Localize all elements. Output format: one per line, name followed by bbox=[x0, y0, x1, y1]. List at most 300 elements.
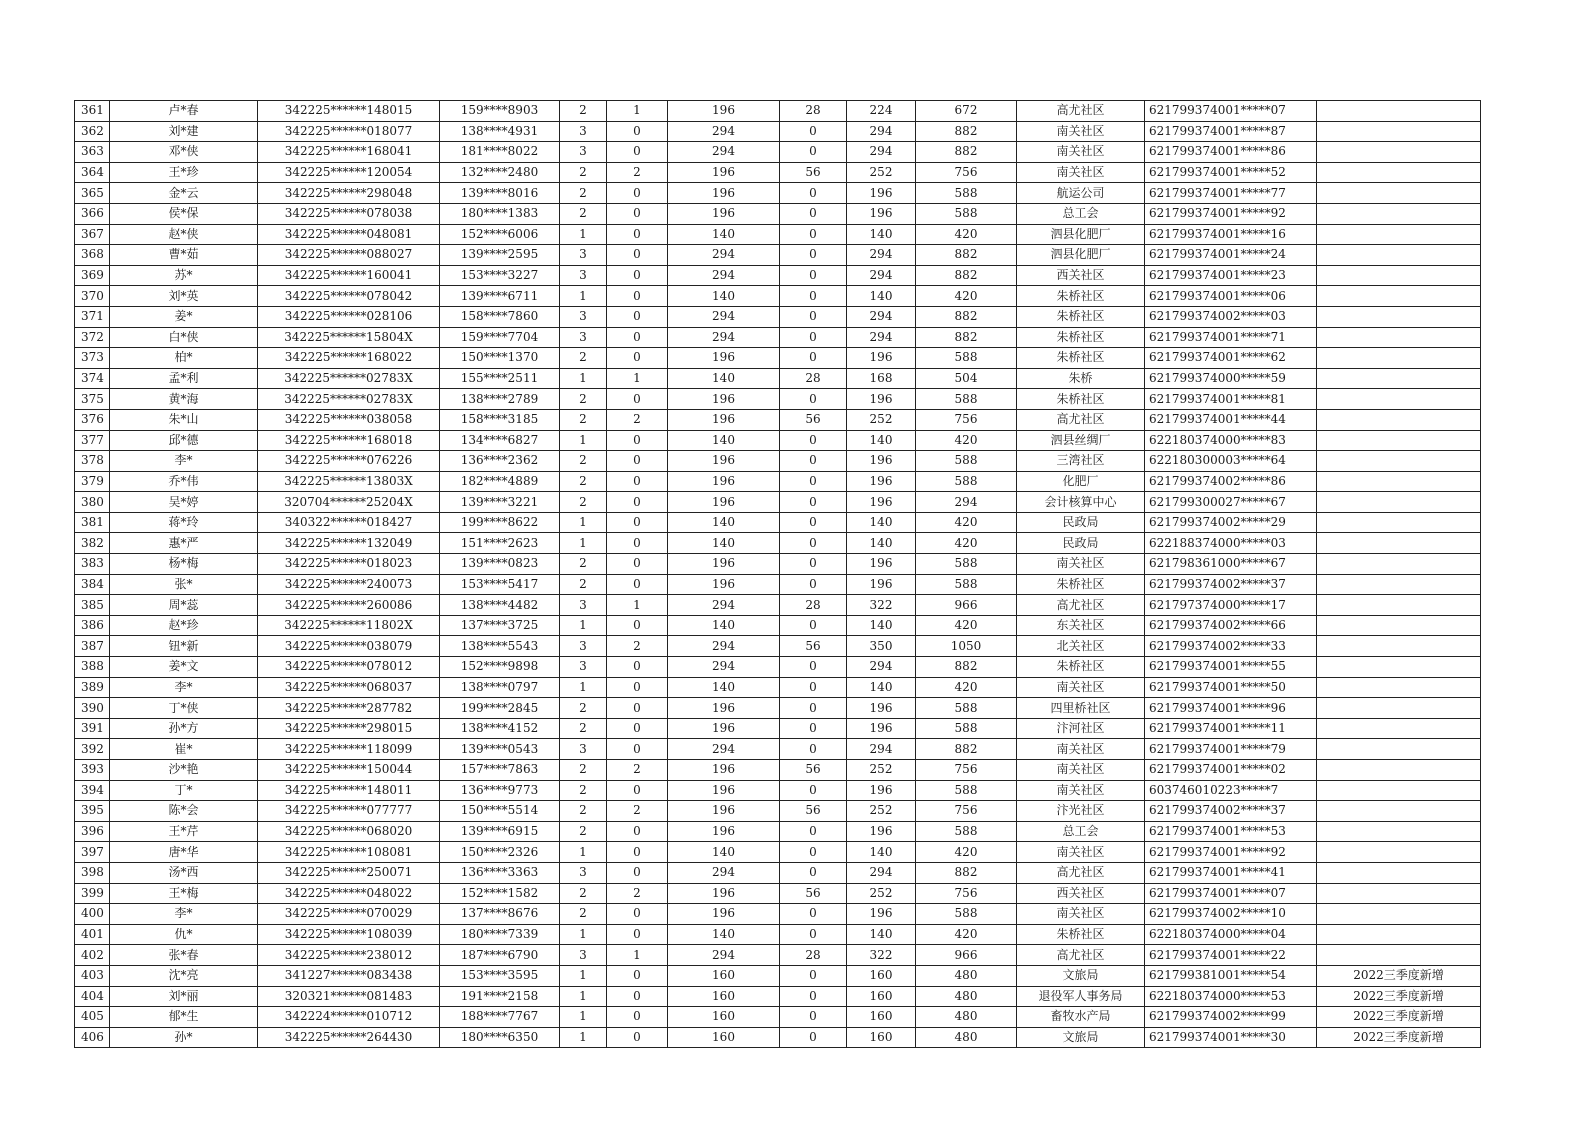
unit-cell: 南关社区 bbox=[1017, 162, 1145, 183]
id-number-cell: 342225******148015 bbox=[258, 101, 440, 122]
seq-cell: 377 bbox=[75, 430, 110, 451]
id-number-cell: 342225******108081 bbox=[258, 842, 440, 863]
extra-amount-cell: 0 bbox=[780, 389, 847, 410]
seq-cell: 361 bbox=[75, 101, 110, 122]
unit-cell: 高尤社区 bbox=[1017, 862, 1145, 883]
quarter-total-cell: 882 bbox=[916, 245, 1017, 266]
seq-cell: 367 bbox=[75, 224, 110, 245]
household-count-cell: 1 bbox=[560, 430, 607, 451]
unit-cell: 南关社区 bbox=[1017, 760, 1145, 781]
household-count-cell: 3 bbox=[560, 306, 607, 327]
table-row bbox=[75, 862, 1481, 883]
extra-count-cell: 0 bbox=[607, 986, 668, 1007]
extra-amount-cell: 56 bbox=[780, 162, 847, 183]
quarter-total-cell: 420 bbox=[916, 615, 1017, 636]
extra-amount-cell: 0 bbox=[780, 471, 847, 492]
monthly-total-cell: 196 bbox=[847, 203, 916, 224]
monthly-total-cell: 322 bbox=[847, 595, 916, 616]
id-number-cell: 342225******02783X bbox=[258, 368, 440, 389]
household-count-cell: 3 bbox=[560, 142, 607, 163]
base-amount-cell: 294 bbox=[668, 636, 780, 657]
extra-count-cell: 0 bbox=[607, 1007, 668, 1028]
base-amount-cell: 140 bbox=[668, 430, 780, 451]
seq-cell: 370 bbox=[75, 286, 110, 307]
name-cell: 惠*严 bbox=[110, 533, 258, 554]
name-cell: 赵*珍 bbox=[110, 615, 258, 636]
remark-cell bbox=[1317, 245, 1481, 266]
extra-count-cell: 0 bbox=[607, 451, 668, 472]
name-cell: 张*春 bbox=[110, 945, 258, 966]
table-row bbox=[75, 1027, 1481, 1048]
seq-cell: 388 bbox=[75, 657, 110, 678]
table-row bbox=[75, 162, 1481, 183]
phone-cell: 155****2511 bbox=[440, 368, 560, 389]
phone-cell: 152****6006 bbox=[440, 224, 560, 245]
name-cell: 孙*方 bbox=[110, 718, 258, 739]
remark-cell bbox=[1317, 142, 1481, 163]
name-cell: 朱*山 bbox=[110, 409, 258, 430]
quarter-total-cell: 588 bbox=[916, 718, 1017, 739]
base-amount-cell: 294 bbox=[668, 142, 780, 163]
extra-count-cell: 0 bbox=[607, 492, 668, 513]
id-number-cell: 342225******018077 bbox=[258, 121, 440, 142]
table-row bbox=[75, 718, 1481, 739]
remark-cell bbox=[1317, 327, 1481, 348]
quarter-total-cell: 588 bbox=[916, 451, 1017, 472]
name-cell: 郁*生 bbox=[110, 1007, 258, 1028]
bank-account-cell: 621799374000*****59 bbox=[1145, 368, 1317, 389]
name-cell: 丁*侠 bbox=[110, 698, 258, 719]
seq-cell: 399 bbox=[75, 883, 110, 904]
id-number-cell: 342225******048022 bbox=[258, 883, 440, 904]
unit-cell: 泗县丝绸厂 bbox=[1017, 430, 1145, 451]
phone-cell: 136****9773 bbox=[440, 780, 560, 801]
remark-cell bbox=[1317, 554, 1481, 575]
bank-account-cell: 621799374001*****24 bbox=[1145, 245, 1317, 266]
bank-account-cell: 621799374001*****02 bbox=[1145, 760, 1317, 781]
table-row bbox=[75, 121, 1481, 142]
unit-cell: 高尤社区 bbox=[1017, 595, 1145, 616]
remark-cell bbox=[1317, 512, 1481, 533]
extra-count-cell: 0 bbox=[607, 533, 668, 554]
id-number-cell: 342225******13803X bbox=[258, 471, 440, 492]
seq-cell: 394 bbox=[75, 780, 110, 801]
remark-cell: 2022三季度新增 bbox=[1317, 986, 1481, 1007]
monthly-total-cell: 140 bbox=[847, 615, 916, 636]
quarter-total-cell: 882 bbox=[916, 327, 1017, 348]
seq-cell: 391 bbox=[75, 718, 110, 739]
base-amount-cell: 140 bbox=[668, 512, 780, 533]
quarter-total-cell: 588 bbox=[916, 698, 1017, 719]
household-count-cell: 1 bbox=[560, 1027, 607, 1048]
seq-cell: 401 bbox=[75, 924, 110, 945]
unit-cell: 西关社区 bbox=[1017, 265, 1145, 286]
monthly-total-cell: 140 bbox=[847, 677, 916, 698]
remark-cell bbox=[1317, 718, 1481, 739]
extra-count-cell: 0 bbox=[607, 224, 668, 245]
remark-cell bbox=[1317, 471, 1481, 492]
unit-cell: 汴河社区 bbox=[1017, 718, 1145, 739]
phone-cell: 158****3185 bbox=[440, 409, 560, 430]
quarter-total-cell: 588 bbox=[916, 389, 1017, 410]
household-count-cell: 2 bbox=[560, 883, 607, 904]
extra-count-cell: 1 bbox=[607, 945, 668, 966]
phone-cell: 151****2623 bbox=[440, 533, 560, 554]
base-amount-cell: 196 bbox=[668, 348, 780, 369]
base-amount-cell: 160 bbox=[668, 1007, 780, 1028]
quarter-total-cell: 480 bbox=[916, 1007, 1017, 1028]
unit-cell: 朱桥社区 bbox=[1017, 924, 1145, 945]
base-amount-cell: 160 bbox=[668, 965, 780, 986]
remark-cell bbox=[1317, 203, 1481, 224]
id-number-cell: 342225******078042 bbox=[258, 286, 440, 307]
remark-cell bbox=[1317, 368, 1481, 389]
unit-cell: 汴光社区 bbox=[1017, 801, 1145, 822]
monthly-total-cell: 196 bbox=[847, 492, 916, 513]
base-amount-cell: 140 bbox=[668, 924, 780, 945]
seq-cell: 374 bbox=[75, 368, 110, 389]
name-cell: 沈*亮 bbox=[110, 965, 258, 986]
household-count-cell: 3 bbox=[560, 327, 607, 348]
bank-account-cell: 621797374000*****17 bbox=[1145, 595, 1317, 616]
name-cell: 金*云 bbox=[110, 183, 258, 204]
table-row bbox=[75, 780, 1481, 801]
quarter-total-cell: 420 bbox=[916, 512, 1017, 533]
remark-cell bbox=[1317, 348, 1481, 369]
phone-cell: 153****5417 bbox=[440, 574, 560, 595]
name-cell: 李* bbox=[110, 677, 258, 698]
unit-cell: 朱桥社区 bbox=[1017, 306, 1145, 327]
bank-account-cell: 621799374002*****29 bbox=[1145, 512, 1317, 533]
extra-amount-cell: 0 bbox=[780, 1027, 847, 1048]
table-row bbox=[75, 471, 1481, 492]
base-amount-cell: 294 bbox=[668, 945, 780, 966]
household-count-cell: 2 bbox=[560, 348, 607, 369]
base-amount-cell: 196 bbox=[668, 203, 780, 224]
quarter-total-cell: 882 bbox=[916, 142, 1017, 163]
base-amount-cell: 196 bbox=[668, 409, 780, 430]
monthly-total-cell: 350 bbox=[847, 636, 916, 657]
phone-cell: 188****7767 bbox=[440, 1007, 560, 1028]
extra-count-cell: 0 bbox=[607, 348, 668, 369]
extra-count-cell: 0 bbox=[607, 698, 668, 719]
bank-account-cell: 621799374001*****52 bbox=[1145, 162, 1317, 183]
base-amount-cell: 196 bbox=[668, 698, 780, 719]
bank-account-cell: 621799374001*****07 bbox=[1145, 883, 1317, 904]
household-count-cell: 1 bbox=[560, 286, 607, 307]
seq-cell: 378 bbox=[75, 451, 110, 472]
table-row bbox=[75, 677, 1481, 698]
extra-amount-cell: 0 bbox=[780, 451, 847, 472]
seq-cell: 389 bbox=[75, 677, 110, 698]
quarter-total-cell: 882 bbox=[916, 121, 1017, 142]
id-number-cell: 320704******25204X bbox=[258, 492, 440, 513]
id-number-cell: 342225******078038 bbox=[258, 203, 440, 224]
unit-cell: 南关社区 bbox=[1017, 554, 1145, 575]
unit-cell: 泗县化肥厂 bbox=[1017, 224, 1145, 245]
monthly-total-cell: 160 bbox=[847, 1027, 916, 1048]
extra-amount-cell: 0 bbox=[780, 224, 847, 245]
extra-count-cell: 0 bbox=[607, 904, 668, 925]
household-count-cell: 2 bbox=[560, 801, 607, 822]
id-number-cell: 342225******148011 bbox=[258, 780, 440, 801]
remark-cell bbox=[1317, 821, 1481, 842]
table-row bbox=[75, 965, 1481, 986]
name-cell: 周*蕊 bbox=[110, 595, 258, 616]
extra-count-cell: 2 bbox=[607, 636, 668, 657]
bank-account-cell: 621799374001*****86 bbox=[1145, 142, 1317, 163]
remark-cell bbox=[1317, 636, 1481, 657]
unit-cell: 退役军人事务局 bbox=[1017, 986, 1145, 1007]
quarter-total-cell: 420 bbox=[916, 924, 1017, 945]
monthly-total-cell: 140 bbox=[847, 512, 916, 533]
monthly-total-cell: 160 bbox=[847, 986, 916, 1007]
seq-cell: 369 bbox=[75, 265, 110, 286]
quarter-total-cell: 480 bbox=[916, 965, 1017, 986]
unit-cell: 南关社区 bbox=[1017, 904, 1145, 925]
base-amount-cell: 160 bbox=[668, 1027, 780, 1048]
table-row bbox=[75, 904, 1481, 925]
extra-count-cell: 2 bbox=[607, 409, 668, 430]
unit-cell: 南关社区 bbox=[1017, 780, 1145, 801]
extra-amount-cell: 0 bbox=[780, 554, 847, 575]
table-row bbox=[75, 760, 1481, 781]
id-number-cell: 342225******168041 bbox=[258, 142, 440, 163]
remark-cell bbox=[1317, 862, 1481, 883]
quarter-total-cell: 420 bbox=[916, 224, 1017, 245]
name-cell: 曹*茹 bbox=[110, 245, 258, 266]
extra-amount-cell: 56 bbox=[780, 636, 847, 657]
id-number-cell: 342225******168018 bbox=[258, 430, 440, 451]
monthly-total-cell: 196 bbox=[847, 183, 916, 204]
quarter-total-cell: 588 bbox=[916, 821, 1017, 842]
unit-cell: 民政局 bbox=[1017, 512, 1145, 533]
id-number-cell: 342225******038058 bbox=[258, 409, 440, 430]
phone-cell: 139****0823 bbox=[440, 554, 560, 575]
bank-account-cell: 621799374001*****23 bbox=[1145, 265, 1317, 286]
household-count-cell: 2 bbox=[560, 904, 607, 925]
seq-cell: 372 bbox=[75, 327, 110, 348]
extra-count-cell: 2 bbox=[607, 883, 668, 904]
id-number-cell: 342225******070029 bbox=[258, 904, 440, 925]
phone-cell: 138****2789 bbox=[440, 389, 560, 410]
household-count-cell: 2 bbox=[560, 409, 607, 430]
table-row bbox=[75, 595, 1481, 616]
phone-cell: 159****7704 bbox=[440, 327, 560, 348]
extra-amount-cell: 0 bbox=[780, 492, 847, 513]
quarter-total-cell: 420 bbox=[916, 430, 1017, 451]
table-row bbox=[75, 492, 1481, 513]
monthly-total-cell: 294 bbox=[847, 739, 916, 760]
monthly-total-cell: 196 bbox=[847, 348, 916, 369]
records-table-body bbox=[75, 101, 1481, 1048]
extra-count-cell: 0 bbox=[607, 677, 668, 698]
id-number-cell: 342224******010712 bbox=[258, 1007, 440, 1028]
remark-cell bbox=[1317, 492, 1481, 513]
extra-count-cell: 2 bbox=[607, 162, 668, 183]
name-cell: 姜* bbox=[110, 306, 258, 327]
monthly-total-cell: 294 bbox=[847, 245, 916, 266]
extra-count-cell: 0 bbox=[607, 327, 668, 348]
name-cell: 姜*文 bbox=[110, 657, 258, 678]
household-count-cell: 2 bbox=[560, 183, 607, 204]
table-row bbox=[75, 451, 1481, 472]
bank-account-cell: 621798361000*****67 bbox=[1145, 554, 1317, 575]
name-cell: 柏* bbox=[110, 348, 258, 369]
extra-count-cell: 0 bbox=[607, 121, 668, 142]
monthly-total-cell: 294 bbox=[847, 265, 916, 286]
base-amount-cell: 294 bbox=[668, 862, 780, 883]
household-count-cell: 3 bbox=[560, 245, 607, 266]
unit-cell: 朱桥社区 bbox=[1017, 327, 1145, 348]
remark-cell bbox=[1317, 389, 1481, 410]
bank-account-cell: 621799374001*****30 bbox=[1145, 1027, 1317, 1048]
household-count-cell: 2 bbox=[560, 574, 607, 595]
name-cell: 侯*保 bbox=[110, 203, 258, 224]
id-number-cell: 342225******048081 bbox=[258, 224, 440, 245]
extra-amount-cell: 0 bbox=[780, 430, 847, 451]
quarter-total-cell: 480 bbox=[916, 986, 1017, 1007]
table-row bbox=[75, 224, 1481, 245]
id-number-cell: 341227******083438 bbox=[258, 965, 440, 986]
phone-cell: 191****2158 bbox=[440, 986, 560, 1007]
name-cell: 白*侠 bbox=[110, 327, 258, 348]
unit-cell: 南关社区 bbox=[1017, 677, 1145, 698]
bank-account-cell: 621799374002*****37 bbox=[1145, 801, 1317, 822]
phone-cell: 139****8016 bbox=[440, 183, 560, 204]
seq-cell: 366 bbox=[75, 203, 110, 224]
id-number-cell: 320321******081483 bbox=[258, 986, 440, 1007]
phone-cell: 182****4889 bbox=[440, 471, 560, 492]
phone-cell: 152****1582 bbox=[440, 883, 560, 904]
remark-cell bbox=[1317, 101, 1481, 122]
remark-cell bbox=[1317, 224, 1481, 245]
extra-amount-cell: 0 bbox=[780, 327, 847, 348]
table-row bbox=[75, 636, 1481, 657]
base-amount-cell: 196 bbox=[668, 904, 780, 925]
base-amount-cell: 160 bbox=[668, 986, 780, 1007]
name-cell: 陈*会 bbox=[110, 801, 258, 822]
extra-amount-cell: 0 bbox=[780, 183, 847, 204]
id-number-cell: 342225******038079 bbox=[258, 636, 440, 657]
extra-count-cell: 0 bbox=[607, 718, 668, 739]
base-amount-cell: 196 bbox=[668, 883, 780, 904]
base-amount-cell: 196 bbox=[668, 801, 780, 822]
name-cell: 乔*伟 bbox=[110, 471, 258, 492]
quarter-total-cell: 588 bbox=[916, 203, 1017, 224]
remark-cell bbox=[1317, 842, 1481, 863]
name-cell: 仇* bbox=[110, 924, 258, 945]
unit-cell: 四里桥社区 bbox=[1017, 698, 1145, 719]
remark-cell bbox=[1317, 657, 1481, 678]
seq-cell: 406 bbox=[75, 1027, 110, 1048]
id-number-cell: 342225******298015 bbox=[258, 718, 440, 739]
phone-cell: 187****6790 bbox=[440, 945, 560, 966]
extra-amount-cell: 0 bbox=[780, 121, 847, 142]
monthly-total-cell: 196 bbox=[847, 389, 916, 410]
monthly-total-cell: 168 bbox=[847, 368, 916, 389]
unit-cell: 航运公司 bbox=[1017, 183, 1145, 204]
monthly-total-cell: 294 bbox=[847, 121, 916, 142]
quarter-total-cell: 588 bbox=[916, 904, 1017, 925]
extra-amount-cell: 56 bbox=[780, 409, 847, 430]
unit-cell: 朱桥 bbox=[1017, 368, 1145, 389]
monthly-total-cell: 196 bbox=[847, 698, 916, 719]
remark-cell bbox=[1317, 595, 1481, 616]
household-count-cell: 2 bbox=[560, 760, 607, 781]
base-amount-cell: 196 bbox=[668, 389, 780, 410]
bank-account-cell: 621799374002*****37 bbox=[1145, 574, 1317, 595]
household-count-cell: 1 bbox=[560, 224, 607, 245]
extra-count-cell: 0 bbox=[607, 430, 668, 451]
monthly-total-cell: 160 bbox=[847, 1007, 916, 1028]
unit-cell: 东关社区 bbox=[1017, 615, 1145, 636]
quarter-total-cell: 882 bbox=[916, 862, 1017, 883]
monthly-total-cell: 252 bbox=[847, 801, 916, 822]
phone-cell: 150****1370 bbox=[440, 348, 560, 369]
household-count-cell: 3 bbox=[560, 265, 607, 286]
extra-amount-cell: 28 bbox=[780, 368, 847, 389]
quarter-total-cell: 480 bbox=[916, 1027, 1017, 1048]
name-cell: 邱*德 bbox=[110, 430, 258, 451]
table-row bbox=[75, 533, 1481, 554]
name-cell: 邓*侠 bbox=[110, 142, 258, 163]
phone-cell: 150****5514 bbox=[440, 801, 560, 822]
table-row bbox=[75, 739, 1481, 760]
phone-cell: 139****6711 bbox=[440, 286, 560, 307]
unit-cell: 三湾社区 bbox=[1017, 451, 1145, 472]
bank-account-cell: 621799374001*****62 bbox=[1145, 348, 1317, 369]
seq-cell: 365 bbox=[75, 183, 110, 204]
base-amount-cell: 196 bbox=[668, 574, 780, 595]
table-row bbox=[75, 245, 1481, 266]
extra-count-cell: 0 bbox=[607, 965, 668, 986]
name-cell: 孙* bbox=[110, 1027, 258, 1048]
quarter-total-cell: 756 bbox=[916, 801, 1017, 822]
extra-amount-cell: 28 bbox=[780, 945, 847, 966]
name-cell: 吴*婷 bbox=[110, 492, 258, 513]
id-number-cell: 342225******078012 bbox=[258, 657, 440, 678]
monthly-total-cell: 196 bbox=[847, 554, 916, 575]
household-count-cell: 2 bbox=[560, 101, 607, 122]
unit-cell: 南关社区 bbox=[1017, 842, 1145, 863]
remark-cell bbox=[1317, 533, 1481, 554]
seq-cell: 383 bbox=[75, 554, 110, 575]
table-row bbox=[75, 286, 1481, 307]
extra-amount-cell: 56 bbox=[780, 801, 847, 822]
monthly-total-cell: 252 bbox=[847, 760, 916, 781]
household-count-cell: 2 bbox=[560, 821, 607, 842]
base-amount-cell: 294 bbox=[668, 595, 780, 616]
extra-count-cell: 0 bbox=[607, 142, 668, 163]
table-row bbox=[75, 924, 1481, 945]
household-count-cell: 2 bbox=[560, 718, 607, 739]
id-number-cell: 342225******260086 bbox=[258, 595, 440, 616]
base-amount-cell: 294 bbox=[668, 657, 780, 678]
phone-cell: 158****7860 bbox=[440, 306, 560, 327]
extra-amount-cell: 0 bbox=[780, 615, 847, 636]
seq-cell: 404 bbox=[75, 986, 110, 1007]
phone-cell: 138****0797 bbox=[440, 677, 560, 698]
bank-account-cell: 621799374001*****16 bbox=[1145, 224, 1317, 245]
extra-count-cell: 0 bbox=[607, 739, 668, 760]
seq-cell: 387 bbox=[75, 636, 110, 657]
base-amount-cell: 140 bbox=[668, 224, 780, 245]
extra-count-cell: 0 bbox=[607, 1027, 668, 1048]
bank-account-cell: 621799300027*****67 bbox=[1145, 492, 1317, 513]
id-number-cell: 342225******15804X bbox=[258, 327, 440, 348]
id-number-cell: 342225******238012 bbox=[258, 945, 440, 966]
